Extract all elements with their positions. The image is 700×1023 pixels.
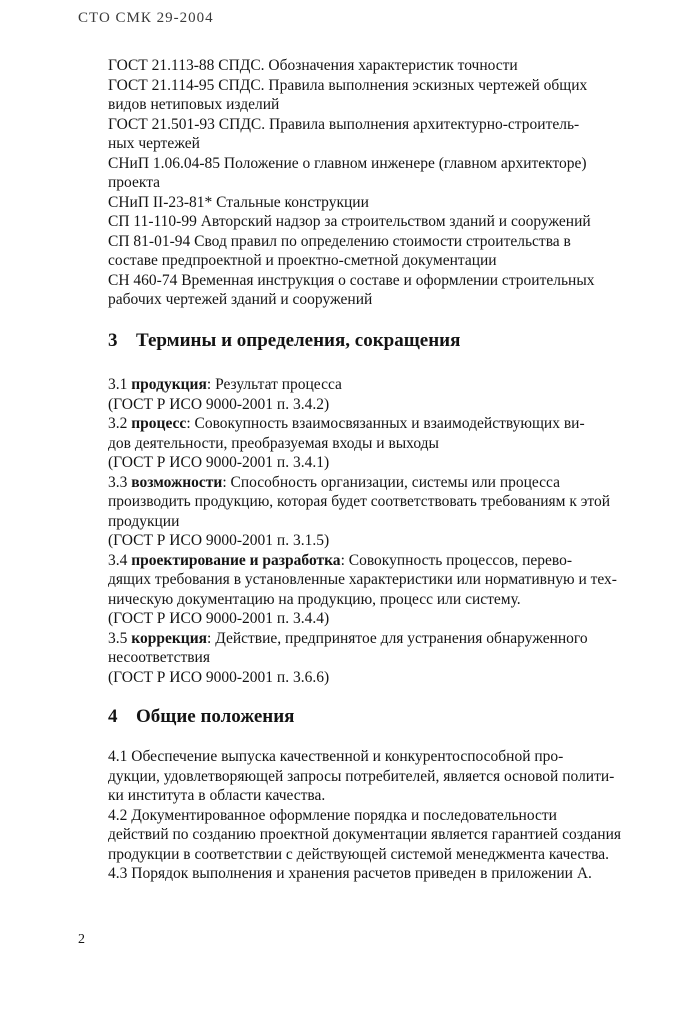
term-name: процесс <box>131 415 187 432</box>
reference-line: ГОСТ 21.114-95 СПДС. Правила выполнения эскизных чертежей общих <box>108 76 588 94</box>
term-item: 3.4 проектирование и разработка: Совокупность процессов, перево- <box>108 551 573 569</box>
section-heading <box>108 706 294 728</box>
reference-line: СН 460-74 Временная инструкция о составе и оформлении строительных <box>108 271 595 289</box>
section-number: 3 <box>108 330 118 351</box>
term-source: (ГОСТ Р ИСО 9000-2001 п. 3.4.1) <box>108 454 330 471</box>
reference-line: СНиП 1.06.04-85 Положение о главном инженере (главном архитекторе) <box>108 154 587 172</box>
section-heading <box>108 330 460 352</box>
term-name: возможности <box>131 473 223 491</box>
reference-line-cont: ных чертежей <box>108 135 200 152</box>
term-item: 3.5 коррекция: Действие, предпринятое для устранения обнаруженного <box>108 629 588 647</box>
reference-line: СП 11-110-99 Авторский надзор за строительством зданий и сооружений <box>108 213 591 230</box>
section-title: Термины и определения, сокращения <box>136 330 461 351</box>
paragraph-line: 4.1 Обеспечение выпуска качественной и конкурентоспособной про- <box>108 748 564 765</box>
term-name: проектирование и разработка <box>131 551 341 569</box>
section-title: Общие положения <box>136 706 295 727</box>
term-source: (ГОСТ Р ИСО 9000-2001 п. 3.6.6) <box>108 668 330 686</box>
term-source: (ГОСТ Р ИСО 9000-2001 п. 3.4.2) <box>108 395 330 413</box>
term-source: (ГОСТ Р ИСО 9000-2001 п. 3.4.4) <box>108 610 330 627</box>
reference-line: СНиП II-23-81* Стальные конструкции <box>108 193 369 211</box>
reference-line-cont: видов нетиповых изделий <box>108 96 280 113</box>
general-provisions: 4.1 Обеспечение выпуска качественной и конкурентоспособной про- дукции, удовлетворяющей запросы потребителей, является основой полити- ки института в области качества. 4.2 Документированное оформление порядка и последовательности действий по созданию проектной документации является гарантией создания продукции в соответствии с действующей системой менеджмента качества. 4.3 Порядок выполнения и хранения расчетов приведен в приложении А. <box>108 747 638 884</box>
reference-line: ГОСТ 21.113-88 СПДС. Обозначения характеристик точности <box>108 57 518 74</box>
page-number: 2 <box>78 932 85 947</box>
reference-line: ГОСТ 21.501-93 СПДС. Правила выполнения архитектурно-строитель- <box>108 115 580 133</box>
references-list <box>108 56 638 310</box>
term-name: коррекция <box>131 629 208 647</box>
terms-list: 3.1 продукция: Результат процесса (ГОСТ Р ИСО 9000-2001 п. 3.4.2) 3.2 процесс: Совокупность взаимосвязанных и взаимодействующих ви- дов деятельности, преобразуемая входы и выходы (ГОСТ Р ИСО 9000-2001 п. 3.4.1) 3.3 возможности: Способность организации, системы или процесса производить продукцию, которая будет соответствовать требованиям к этой продукции (ГОСТ Р ИСО 9000-2001 п. 3.1.5) 3.4 проектирование и разработка: Совокупность процессов, перево- дящих требования в установленные характеристики или нормативную и тех- ническую документацию на продукцию, процесс или систему. (ГОСТ Р ИСО 9000-2001 п. 3.4.4) 3.5 коррекция: Действие, предпринятое для устранения обнаруженного несоответствия (ГОСТ Р ИСО 9000-2001 п. 3.6.6) <box>108 375 638 687</box>
term-item: 3.3 возможности: Способность организации, системы или процесса <box>108 473 560 491</box>
paragraph-line: 4.3 Порядок выполнения и хранения расчетов приведен в приложении А. <box>108 865 592 882</box>
term-source: (ГОСТ Р ИСО 9000-2001 п. 3.1.5) <box>108 532 330 549</box>
document-code: СТО СМК 29-2004 <box>78 10 214 26</box>
reference-line-cont: рабочих чертежей зданий и сооружений <box>108 291 373 308</box>
reference-line: СП 81-01-94 Свод правил по определению стоимости строительства в <box>108 232 571 250</box>
term-name: продукция <box>131 376 207 393</box>
reference-line-cont: проекта <box>108 174 161 191</box>
section-number: 4 <box>108 706 118 727</box>
term-item: 3.2 процесс: Совокупность взаимосвязанных и взаимодействующих ви- <box>108 415 585 432</box>
paragraph-line: 4.2 Документированное оформление порядка и последовательности <box>108 806 557 824</box>
term-item: 3.1 продукция: Результат процесса <box>108 376 342 393</box>
reference-line-cont: составе предпроектной и проектно-сметной документации <box>108 252 497 269</box>
